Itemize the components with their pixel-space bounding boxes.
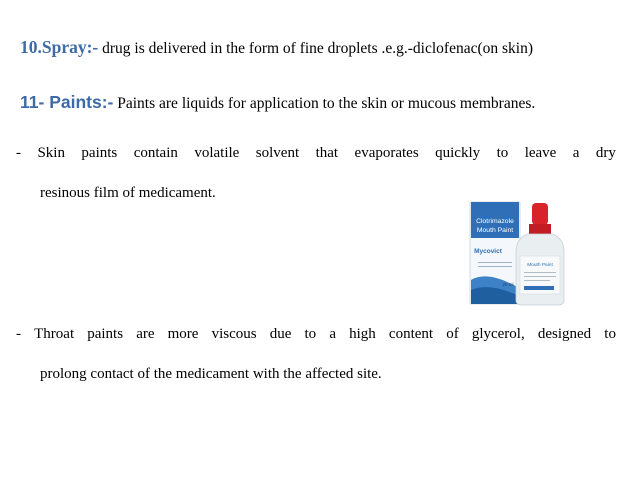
skin-paints-line-2: resinous film of medicament. [40,185,216,201]
skin-paints-word: contain [133,145,178,161]
throat-paints-word: to [304,326,317,342]
skin-paints-word: solvent [255,145,300,161]
box-volume: 20 ml [502,282,514,287]
spray-text: drug is delivered in the form of fine droplets .e.g.-diclofenac(on skin) [102,40,533,57]
throat-paints-word: viscous [211,326,257,342]
paints-text: Paints are liquids for application to the skin or mucous membranes. [117,95,536,112]
throat-paints-word: glycerol, [471,326,525,342]
product-image [468,200,582,308]
throat-paints-word: Throat [34,326,75,342]
throat-paints-word: due [269,326,292,342]
product-illustration [468,200,582,308]
throat-paints-word: designed [537,326,592,342]
bullet-dash: - [16,145,21,161]
box-brand: Mycovict [474,248,502,255]
box-title-1: Clotrimazole [476,218,514,225]
throat-paints-paragraph [16,314,616,394]
skin-paints-word: to [496,145,509,161]
spray-heading: 10.Spray:- [20,37,99,57]
skin-paints-word: volatile [194,145,240,161]
throat-paints-word: more [167,326,199,342]
box-title-2: Mouth Paint [476,227,514,234]
throat-paints-word: to [604,326,616,342]
skin-paints-line-1 [16,133,616,173]
throat-paints-word: a [329,326,336,342]
throat-paints-word: are [136,326,155,342]
throat-paints-word: content [388,326,434,342]
skin-paints-word: dry [595,145,616,161]
throat-paints-word: paints [87,326,124,342]
skin-paints-word: that [315,145,339,161]
skin-paints-word: Skin [37,145,65,161]
skin-paints-word: a [572,145,580,161]
throat-paints-line-1 [16,314,616,354]
bullet-dash: - [16,326,21,342]
skin-paints-word: leave [524,145,557,161]
paints-heading: 11- Paints:- [20,92,114,112]
throat-paints-word: high [349,326,376,342]
skin-paints-word: paints [81,145,118,161]
spray-definition [20,37,533,58]
paints-definition [20,92,535,113]
skin-paints-word: evaporates [354,145,419,161]
skin-paints-word: quickly [435,145,481,161]
bottle-label: Mouth Paint [527,263,553,268]
throat-paints-word: of [446,326,459,342]
throat-paints-line-2: prolong contact of the medicament with the affected site. [40,366,382,382]
